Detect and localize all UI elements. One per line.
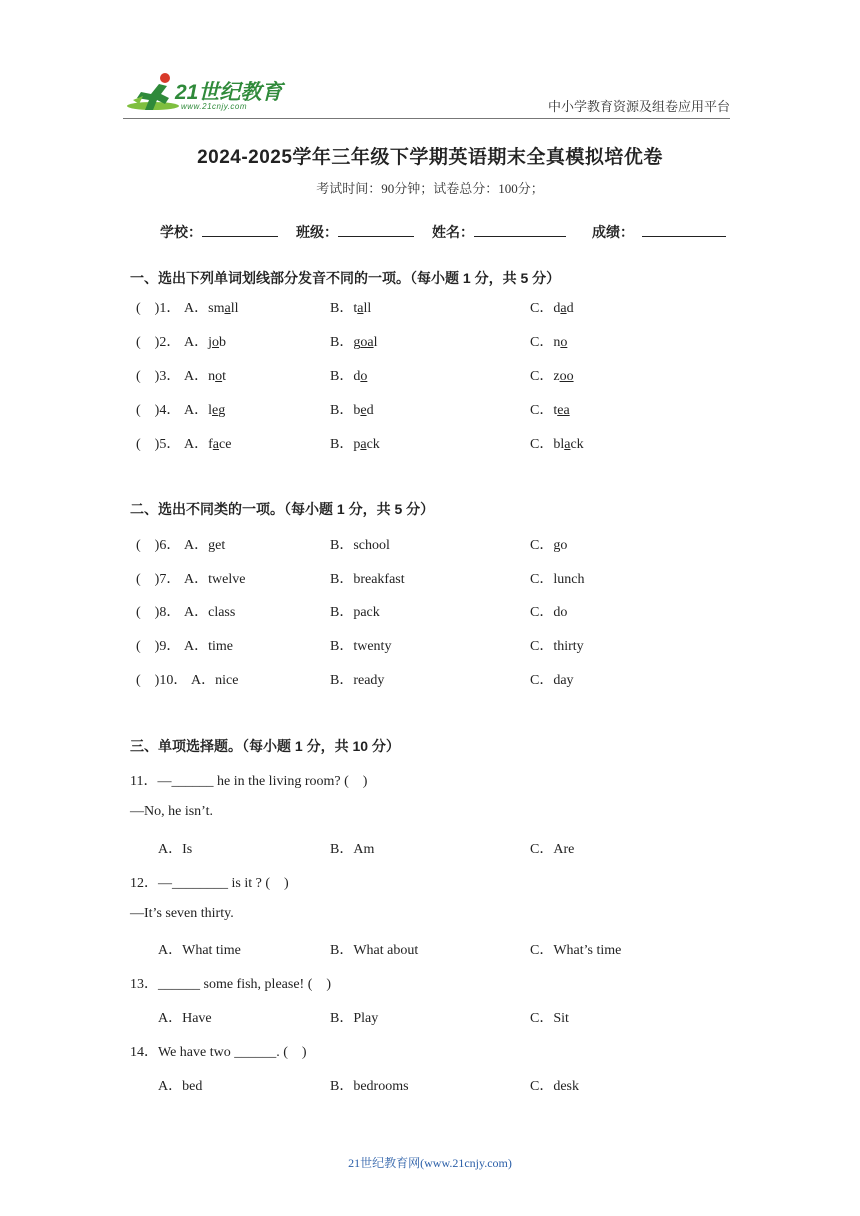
option-a[interactable]: A．Have xyxy=(158,1011,212,1026)
name-label: 姓名： xyxy=(432,224,474,240)
option-b[interactable]: B．goal xyxy=(330,335,378,350)
class-field xyxy=(296,222,414,242)
option-a[interactable]: A．time xyxy=(184,639,233,654)
option-a[interactable]: A．get xyxy=(184,538,226,553)
site-logo xyxy=(123,70,293,116)
option-c[interactable]: C．go xyxy=(530,538,568,553)
answer-paren[interactable]: ( )10． xyxy=(136,673,188,688)
name-blank[interactable] xyxy=(474,222,566,237)
option-c[interactable]: C．tea xyxy=(530,403,570,418)
option-c[interactable]: C．thirty xyxy=(530,639,584,654)
exam-title: 2024-2025学年三年级下学期英语期末全真模拟培优卷 xyxy=(197,147,663,168)
question-stem[interactable]: 13．______ some fish, please! ( ) xyxy=(130,977,332,992)
answer-paren[interactable]: ( )2． xyxy=(136,335,181,350)
option-a[interactable]: A．leg xyxy=(184,403,226,418)
option-b[interactable]: B．tall xyxy=(330,301,372,316)
answer-paren[interactable]: ( )9． xyxy=(136,639,181,654)
platform-label: 中小学教育资源及组卷应用平台 xyxy=(547,99,730,114)
school-field xyxy=(160,222,278,242)
section-3-title: 三、单项选择题。（每小题 1 分，共 10 分） xyxy=(130,738,400,754)
answer-paren[interactable]: ( )3． xyxy=(136,369,181,384)
answer-paren[interactable]: ( )1． xyxy=(136,301,181,316)
option-c[interactable]: C．Are xyxy=(530,842,575,857)
option-b[interactable]: B．pack xyxy=(330,605,380,620)
answer-paren[interactable]: ( )8． xyxy=(136,605,181,620)
question-stem[interactable]: 14．We have two ______. ( ) xyxy=(130,1045,307,1060)
option-a[interactable]: A．Is xyxy=(158,842,193,857)
score-label: 成绩： xyxy=(592,224,634,240)
class-blank[interactable] xyxy=(338,222,414,237)
option-c[interactable]: C．Sit xyxy=(530,1011,569,1026)
option-c[interactable]: C．What’s time xyxy=(530,943,622,958)
option-c[interactable]: C．zoo xyxy=(530,369,574,384)
option-c[interactable]: C．no xyxy=(530,335,568,350)
footer-link[interactable]: 21世纪教育网(www.21cnjy.com) xyxy=(348,1156,512,1170)
option-a[interactable]: A．bed xyxy=(158,1079,203,1094)
option-c[interactable]: C．do xyxy=(530,605,568,620)
option-a[interactable]: A．What time xyxy=(158,943,241,958)
option-a[interactable]: A．job xyxy=(184,335,227,350)
option-b[interactable]: B．What about xyxy=(330,943,419,958)
school-label: 学校： xyxy=(160,224,202,240)
header-divider xyxy=(123,118,730,119)
option-b[interactable]: B．twenty xyxy=(330,639,392,654)
option-c[interactable]: C．dad xyxy=(530,301,574,316)
option-c[interactable]: C．desk xyxy=(530,1079,579,1094)
answer-paren[interactable]: ( )6． xyxy=(136,538,181,553)
option-b[interactable]: B．bed xyxy=(330,403,374,418)
exam-subtitle: 考试时间：90分钟；试卷总分：100分； xyxy=(316,181,544,196)
score-blank[interactable] xyxy=(642,222,726,237)
option-a[interactable]: A．twelve xyxy=(184,572,246,587)
option-c[interactable]: C．lunch xyxy=(530,572,585,587)
option-b[interactable]: B．pack xyxy=(330,437,380,452)
question-stem[interactable]: 11．—______ he in the living room? ( ) xyxy=(130,774,368,789)
answer-paren[interactable]: ( )4． xyxy=(136,403,181,418)
option-c[interactable]: C．day xyxy=(530,673,574,688)
logo-url: www.21cnjy.com xyxy=(181,102,247,111)
option-b[interactable]: B．bedrooms xyxy=(330,1079,409,1094)
option-a[interactable]: A．face xyxy=(184,437,232,452)
answer-paren[interactable]: ( )7． xyxy=(136,572,181,587)
score-field xyxy=(592,222,726,242)
option-a[interactable]: A．not xyxy=(184,369,227,384)
option-a[interactable]: A．class xyxy=(184,605,236,620)
section-2-title: 二、选出不同类的一项。（每小题 1 分，共 5 分） xyxy=(130,501,435,517)
option-b[interactable]: B．do xyxy=(330,369,368,384)
option-a[interactable]: A．small xyxy=(184,301,239,316)
question-reply: —It’s seven thirty. xyxy=(130,906,234,921)
class-label: 班级： xyxy=(296,224,338,240)
option-b[interactable]: B．Play xyxy=(330,1011,379,1026)
name-field xyxy=(432,222,566,242)
question-stem[interactable]: 12．—________ is it ? ( ) xyxy=(130,876,289,891)
option-b[interactable]: B．ready xyxy=(330,673,385,688)
option-a[interactable]: A．nice xyxy=(191,673,239,688)
answer-paren[interactable]: ( )5． xyxy=(136,437,181,452)
option-b[interactable]: B．Am xyxy=(330,842,375,857)
school-blank[interactable] xyxy=(202,222,278,237)
question-reply: —No, he isn’t. xyxy=(130,804,213,819)
option-b[interactable]: B．breakfast xyxy=(330,572,405,587)
section-1-title: 一、选出下列单词划线部分发音不同的一项。（每小题 1 分，共 5 分） xyxy=(130,270,561,286)
logo-text: 21世纪教育 xyxy=(175,81,283,104)
option-b[interactable]: B．school xyxy=(330,538,390,553)
option-c[interactable]: C．black xyxy=(530,437,584,452)
